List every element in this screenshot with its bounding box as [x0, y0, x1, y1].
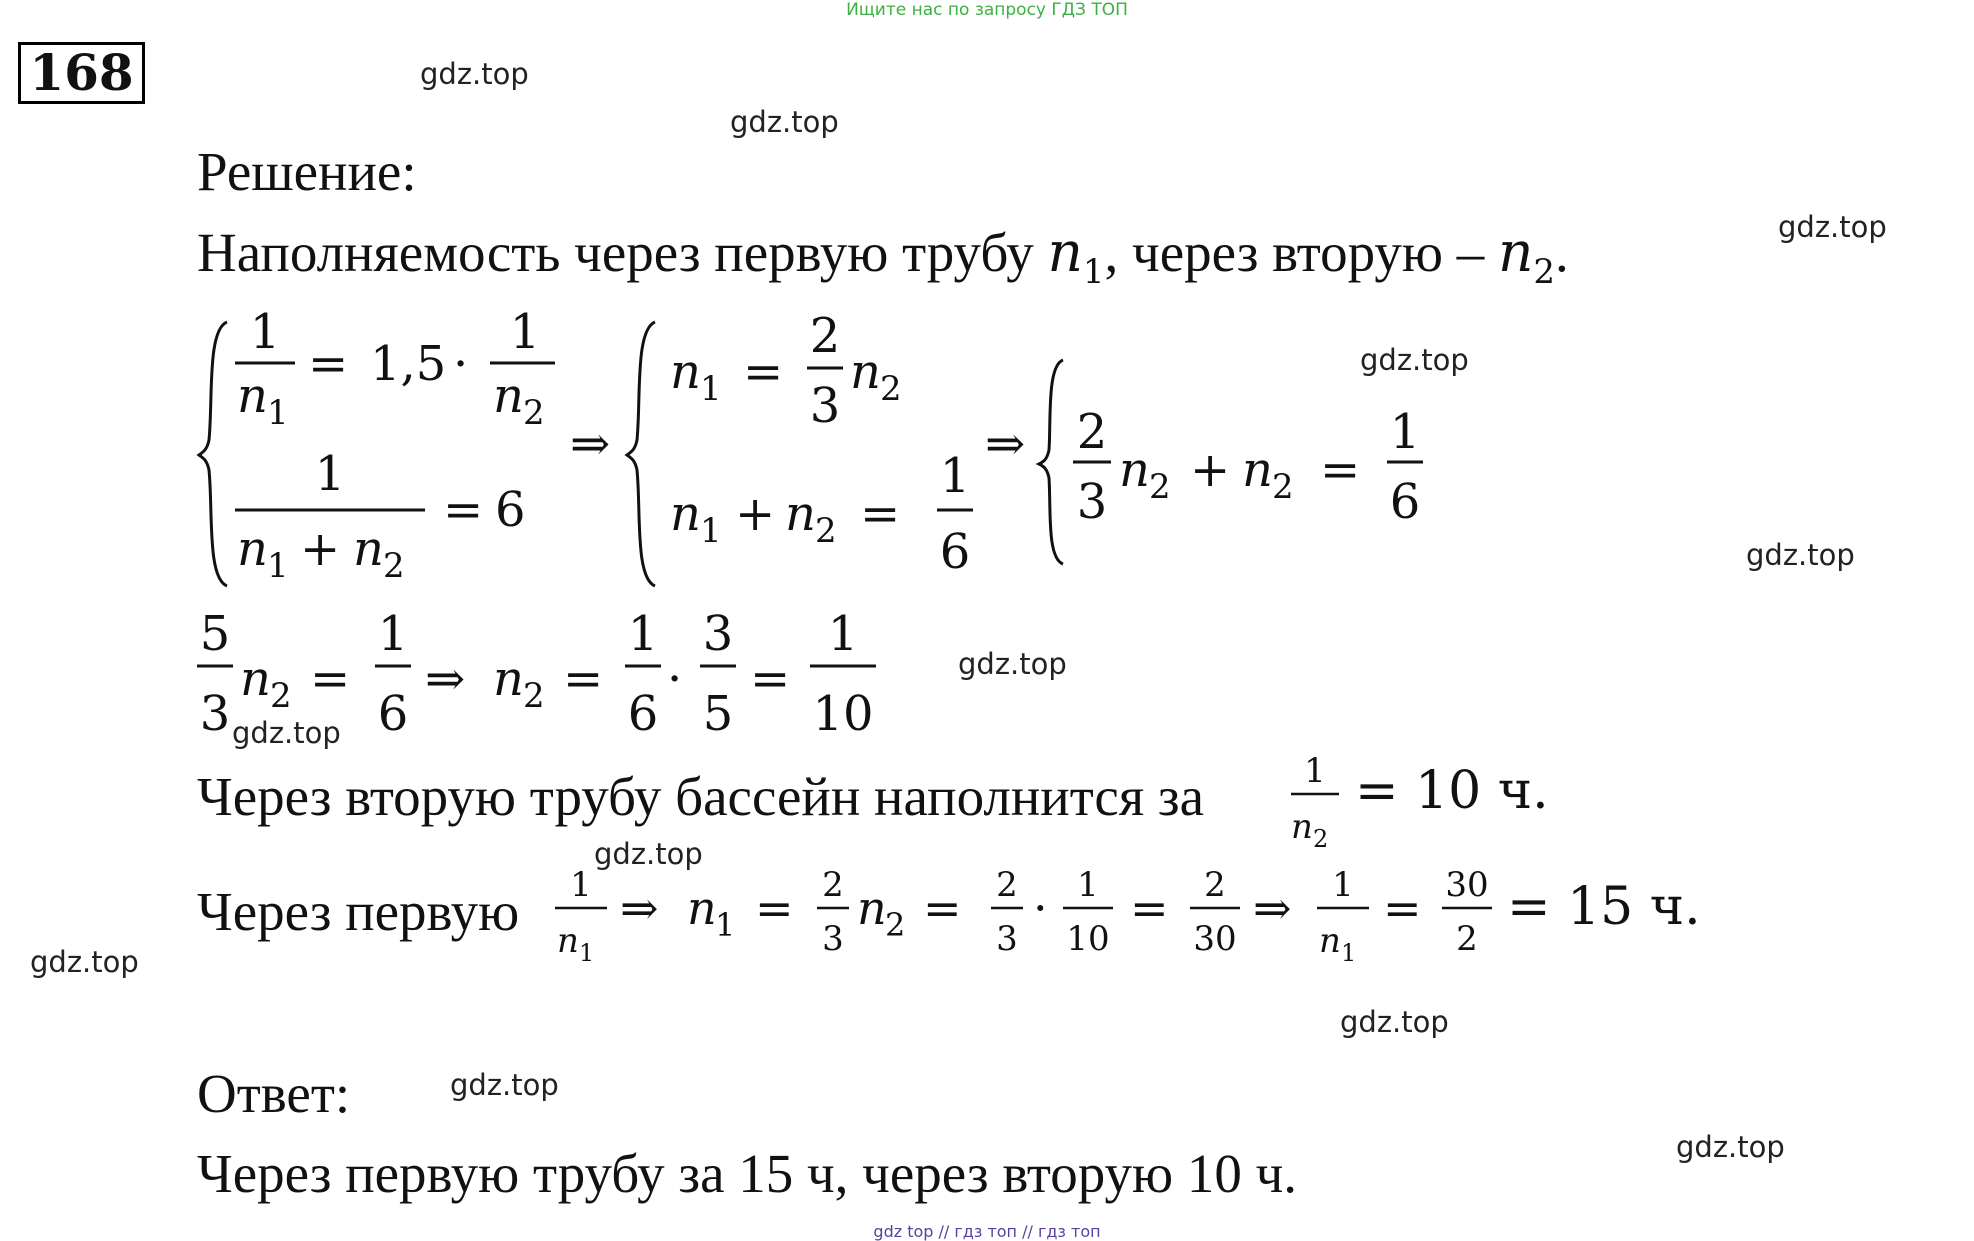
den: 2: [1456, 919, 1478, 959]
var-n: n: [493, 368, 524, 424]
var-n: n: [237, 368, 268, 424]
subscript: 1: [715, 906, 736, 944]
watermark: gdz.top: [730, 105, 839, 139]
eq-sign: =: [755, 881, 794, 935]
den: 10: [1066, 919, 1110, 959]
eq-sign: =: [750, 651, 791, 707]
num: 30: [1445, 865, 1489, 905]
watermark: gdz.top: [232, 716, 341, 750]
watermark: gdz.top: [958, 647, 1067, 681]
num: 2: [1204, 865, 1226, 905]
dot: ·: [453, 336, 469, 392]
var-n: n: [670, 344, 701, 400]
var-n: n: [850, 344, 881, 400]
plus: +: [300, 521, 341, 577]
num: 1: [939, 448, 971, 504]
den: 6: [627, 686, 659, 742]
num: 1: [827, 606, 859, 662]
subscript: 2: [270, 676, 292, 716]
brace-middle: [627, 322, 655, 586]
first-pipe-line: [197, 880, 519, 943]
eq-sign: =: [860, 486, 901, 542]
eq-sign: =: [923, 881, 962, 935]
den: 3: [996, 919, 1018, 959]
subscript: 2: [1533, 252, 1556, 292]
var-n: n: [237, 521, 268, 577]
num: 1: [509, 304, 541, 360]
intro-text-1: Наполняемость через первую трубу: [197, 222, 1048, 283]
var-n: n: [1242, 442, 1273, 498]
brace-right: [1039, 360, 1063, 564]
num: 1: [377, 606, 409, 662]
num: 5: [199, 606, 231, 662]
subscript: 2: [1272, 467, 1294, 507]
first-pipe-text: Через первую: [197, 881, 520, 942]
num: 1: [249, 304, 281, 360]
implies: ⇒: [425, 651, 466, 707]
eq-sign: =: [743, 344, 784, 400]
watermark: gdz.top: [1746, 538, 1855, 572]
implies: ⇒: [1253, 881, 1292, 935]
watermark: gdz.top: [420, 57, 529, 91]
num: 6: [495, 482, 526, 538]
watermark: gdz.top: [1778, 210, 1887, 244]
num: 1: [1332, 865, 1354, 905]
num: 2: [1076, 404, 1108, 460]
second-pipe-result: = 10 ч.: [1355, 761, 1549, 821]
watermark: gdz.top: [1340, 1005, 1449, 1039]
bottom-banner: gdz top // гдз топ // гдз топ: [873, 1222, 1101, 1241]
eq-sign: =: [563, 651, 604, 707]
subscript: 2: [523, 393, 545, 433]
var-n: n: [353, 521, 384, 577]
num: 3: [702, 606, 734, 662]
intro-line: Наполняемость через первую трубу $n_1$, через вторую – $n_2$.: [197, 220, 1569, 292]
num: 1: [1077, 865, 1099, 905]
num: 2: [809, 308, 841, 364]
num: 1: [1304, 751, 1326, 791]
eq-sign: =: [1383, 881, 1422, 935]
den: 3: [809, 378, 841, 434]
var-n: n: [557, 921, 579, 961]
watermark: gdz.top: [30, 945, 139, 979]
eq-sign: =: [310, 651, 351, 707]
num: 1: [1389, 404, 1421, 460]
plus: +: [735, 486, 776, 542]
subscript: 2: [1149, 467, 1171, 507]
dot: ·: [667, 651, 683, 707]
subscript: 1: [1341, 939, 1357, 967]
subscript: 1: [700, 511, 722, 551]
eq-sign: =: [1320, 442, 1361, 498]
var-n: n: [785, 486, 816, 542]
var-n: n: [687, 881, 717, 935]
var-n: n: [1291, 807, 1313, 847]
subscript: 2: [880, 369, 902, 409]
eq-sign: =: [308, 336, 349, 392]
var-n: n: [857, 881, 887, 935]
den: 6: [1389, 474, 1421, 530]
var-n: n: [1047, 220, 1083, 284]
num: 1: [570, 865, 592, 905]
first-pipe-math: [545, 860, 1725, 980]
problem-number: 168: [18, 42, 145, 104]
var-n: n: [1497, 220, 1534, 284]
second-pipe-text: Через вторую трубу бассейн наполнится за: [197, 766, 1204, 827]
plus: +: [1190, 442, 1231, 498]
var-n: n: [1319, 921, 1341, 961]
subscript: 1: [1082, 252, 1105, 292]
solution-heading: Решение:: [197, 141, 417, 202]
subscript: 1: [579, 939, 595, 967]
den: 3: [199, 686, 231, 742]
var-n: n: [240, 651, 271, 707]
var-n: n: [670, 486, 701, 542]
intro-text-2: , через вторую –: [1104, 222, 1498, 283]
top-banner: Ищите нас по запросу ГДЗ ТОП: [846, 0, 1128, 20]
implies: ⇒: [985, 416, 1026, 472]
implies: ⇒: [620, 881, 659, 935]
answer-heading: Ответ:: [197, 1063, 351, 1124]
den: 5: [702, 686, 734, 742]
subscript: 2: [523, 676, 545, 716]
num: 1: [314, 446, 346, 502]
first-pipe-result: = 15 ч.: [1507, 877, 1701, 937]
subscript: 2: [885, 906, 906, 944]
subscript: 2: [815, 511, 837, 551]
den: 3: [1076, 474, 1108, 530]
var-n: n: [493, 651, 524, 707]
var-n: n: [1119, 442, 1150, 498]
subscript: 1: [700, 369, 722, 409]
eq-sign: =: [443, 482, 484, 538]
watermark: gdz.top: [1360, 343, 1469, 377]
equation-line-3: [195, 600, 915, 750]
answer-text: Через первую трубу за 15 ч, через вторую 10 ч.: [197, 1143, 1297, 1204]
subscript: 2: [383, 546, 405, 586]
num: 1: [627, 606, 659, 662]
watermark: gdz.top: [450, 1068, 559, 1102]
equation-systems: [195, 300, 1455, 600]
subscript: 1: [267, 393, 289, 433]
den: 6: [939, 524, 971, 580]
den: 6: [377, 686, 409, 742]
den: 3: [822, 919, 844, 959]
coef: 1,5: [370, 336, 447, 392]
subscript: 1: [267, 546, 289, 586]
num: 2: [996, 865, 1018, 905]
watermark: gdz.top: [1676, 1130, 1785, 1164]
dot: ·: [1033, 881, 1048, 935]
implies: ⇒: [570, 416, 611, 472]
den: 30: [1193, 919, 1237, 959]
watermark: gdz.top: [594, 837, 703, 871]
num: 2: [822, 865, 844, 905]
subscript: 2: [1313, 825, 1329, 853]
second-pipe-math: [1285, 750, 1565, 860]
den: 10: [812, 686, 874, 742]
second-pipe-line: [197, 765, 1204, 828]
eq-sign: =: [1130, 881, 1169, 935]
brace-left: [199, 322, 227, 586]
